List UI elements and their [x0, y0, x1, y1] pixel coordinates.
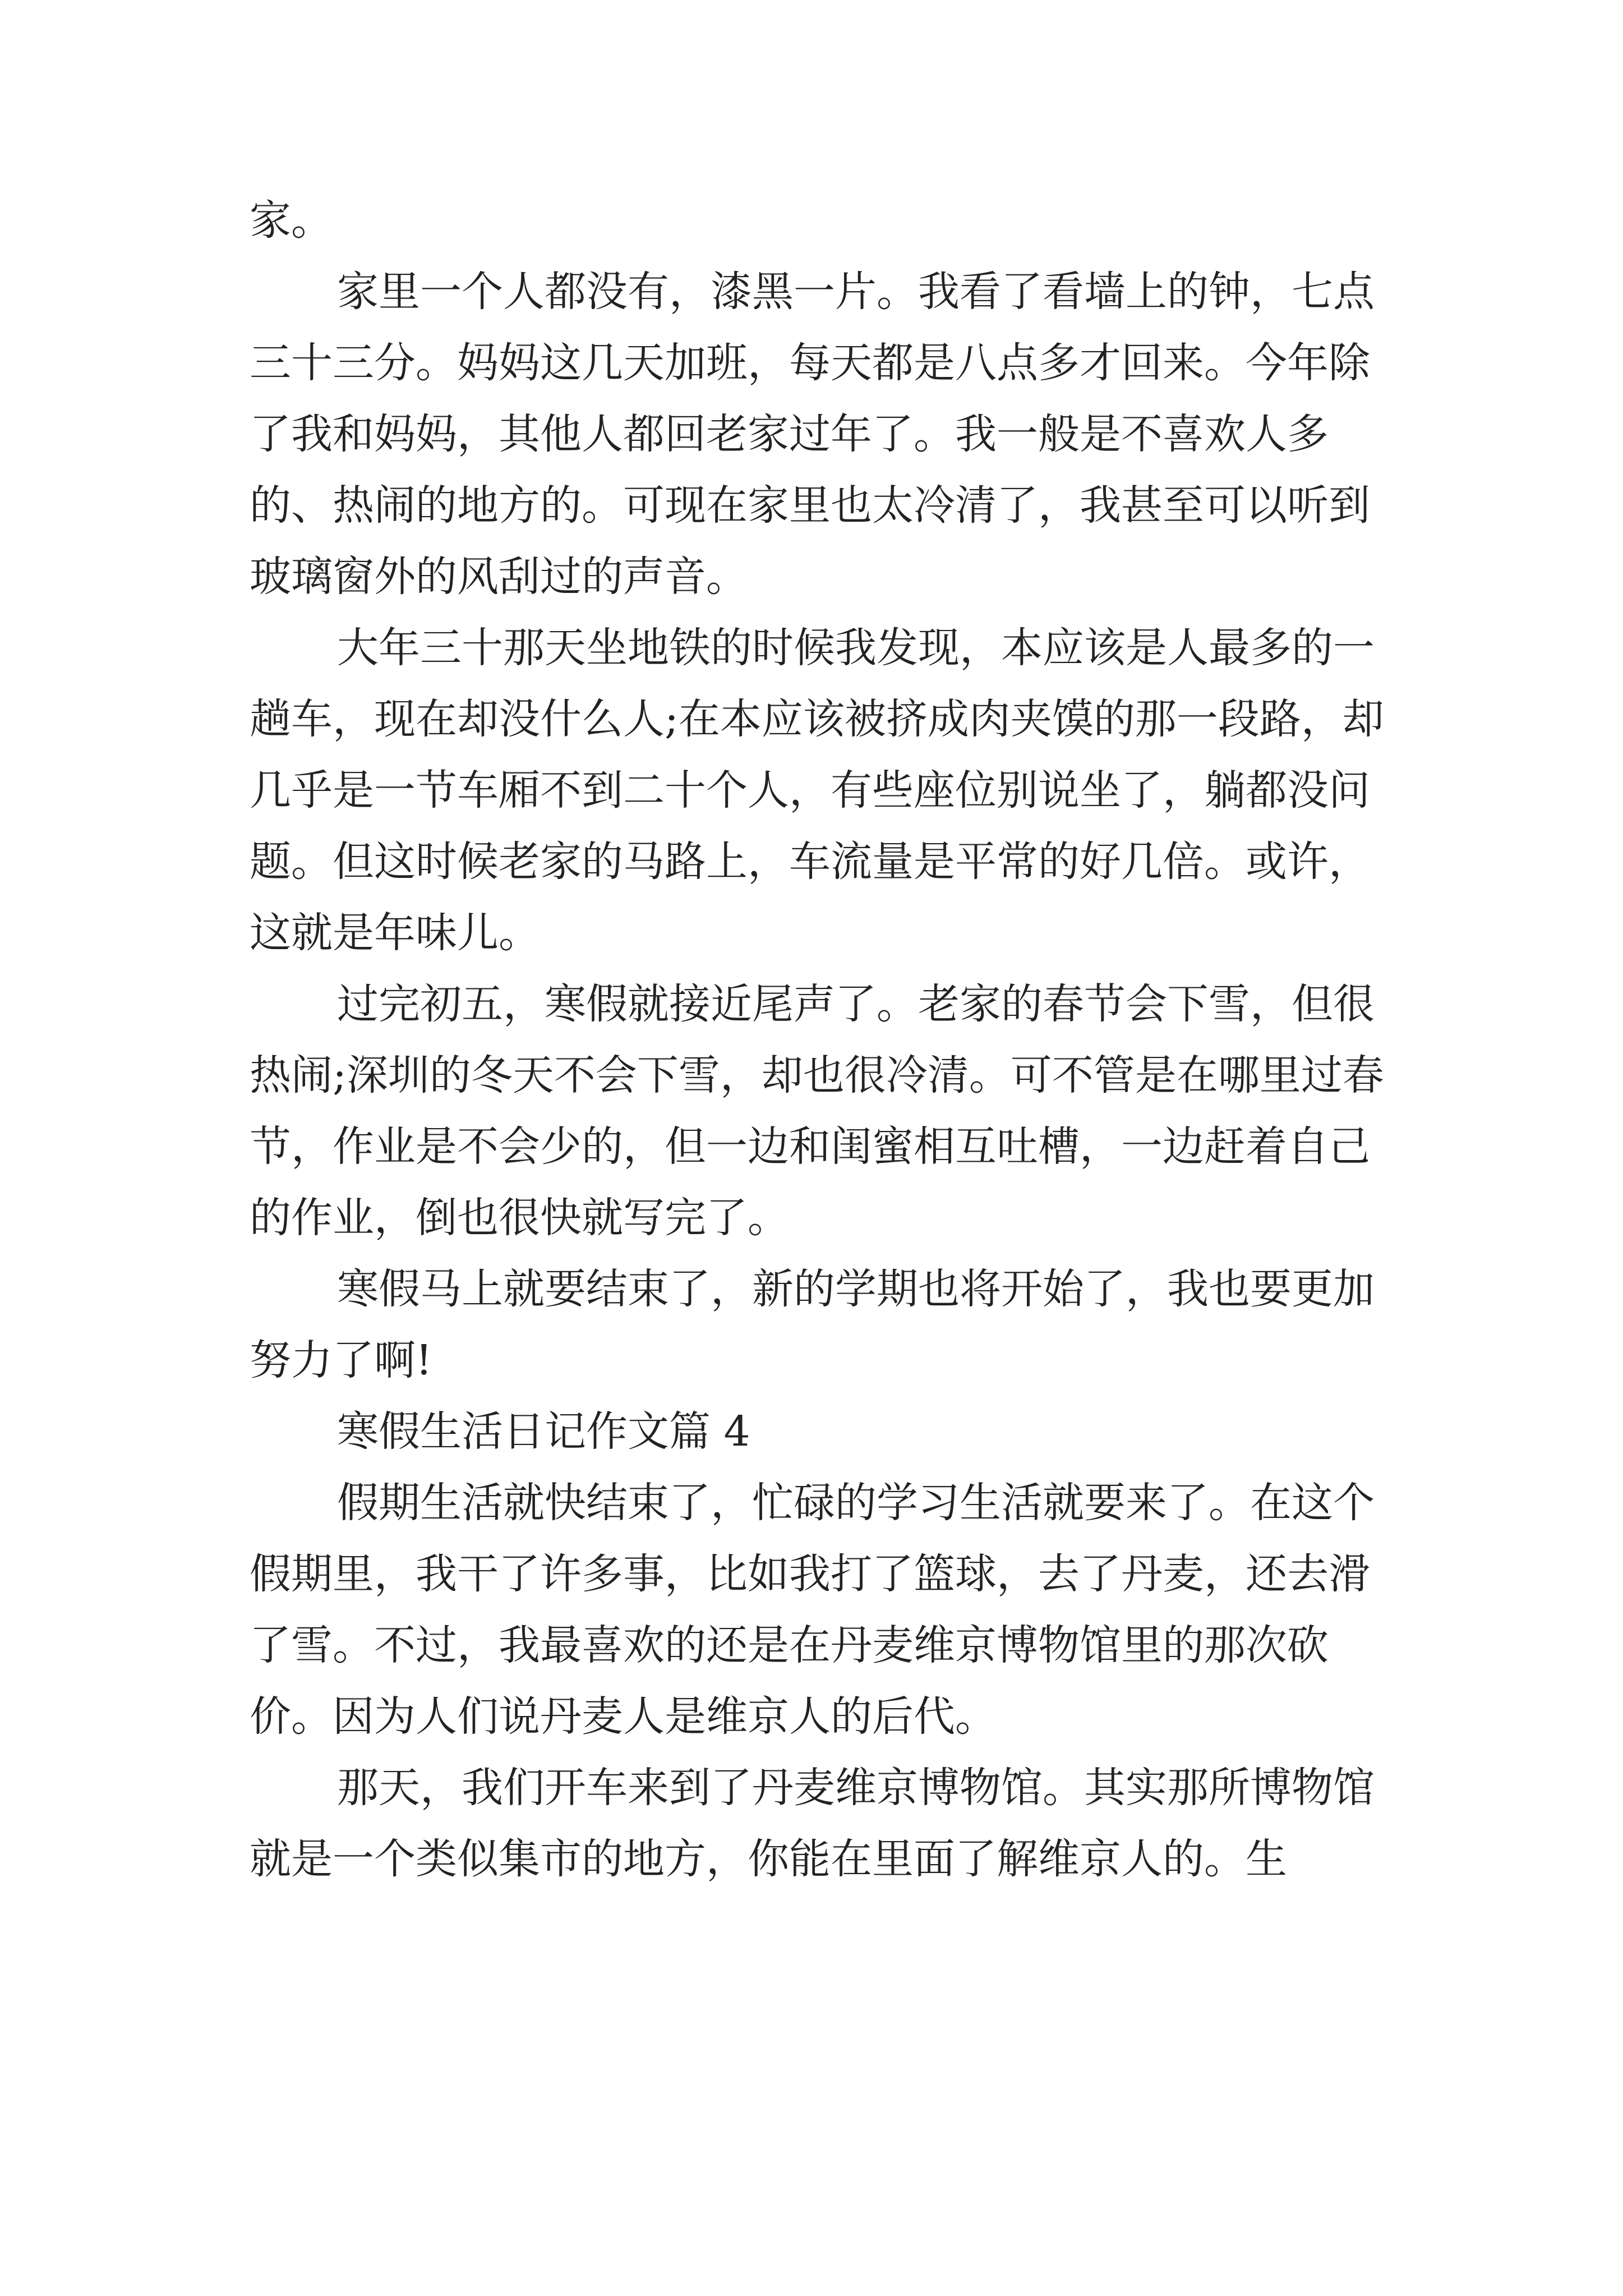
paragraph: 假期生活就快结束了，忙碌的学习生活就要来了。在这个假期里，我干了许多事，比如我打了篮球，去了丹麦，还去滑了雪。不过，我最喜欢的还是在丹麦维京博物馆里的那次砍价。因为人们说丹麦人是维京人的后代。: [250, 1479, 1375, 1741]
paragraph: 大年三十那天坐地铁的时候我发现，本应该是人最多的一趟车，现在却没什么人;在本应该被挤成肉夹馍的那一段路，却几乎是一节车厢不到二十个人，有些座位别说坐了，躺都没问题。但这时候老家的马路上，车流量是平常的好几倍。或许，这就是年味儿。: [250, 624, 1384, 957]
paragraph-continuation: 家。: [250, 196, 333, 245]
section-heading: 寒假生活日记作文篇 4: [337, 1407, 750, 1456]
paragraph: 过完初五，寒假就接近尾声了。老家的春节会下雪，但很热闹;深圳的冬天不会下雪，却也很冷清。可不管是在哪里过春节，作业是不会少的，但一边和闺蜜相互吐槽，一边赶着自己的作业，倒也很快就写完了。: [250, 980, 1384, 1242]
paragraph: 寒假马上就要结束了，新的学期也将开始了，我也要更加努力了啊!: [250, 1265, 1375, 1384]
document-body: [250, 185, 1394, 1895]
paragraph: 家里一个人都没有，漆黑一片。我看了看墙上的钟，七点三十三分。妈妈这几天加班，每天都是八点多才回来。今年除了我和妈妈，其他人都回老家过年了。我一般是不喜欢人多的、热闹的地方的。可现在家里也太冷清了，我甚至可以听到玻璃窗外的风刮过的声音。: [250, 268, 1375, 601]
paragraph: 那天，我们开车来到了丹麦维京博物馆。其实那所博物馆就是一个类似集市的地方，你能在里面了解维京人的。生: [250, 1764, 1375, 1883]
